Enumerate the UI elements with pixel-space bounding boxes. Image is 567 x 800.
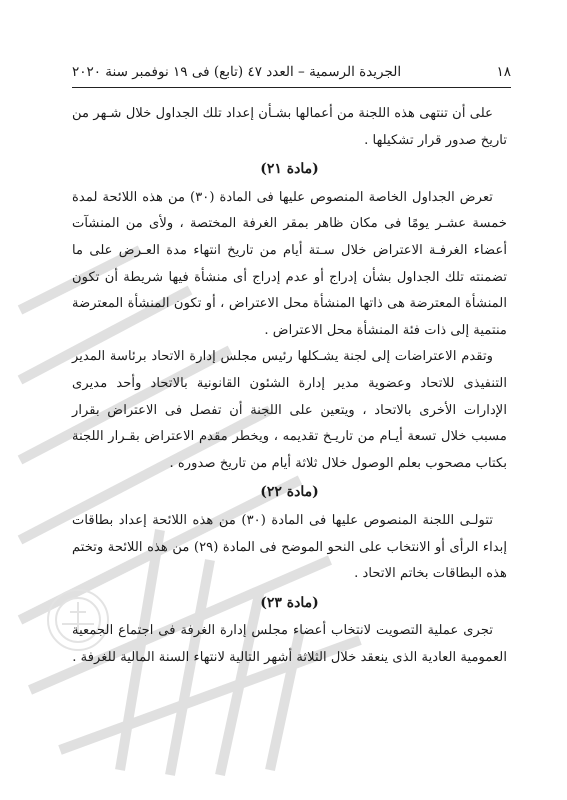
intro-paragraph: على أن تنتهى هذه اللجنة من أعمالها بشـأن إعداد تلك الجداول خلال شـهر من تاريخ صدور قرار تشكيلها . <box>72 106 507 148</box>
article-23-paragraph-1: تجرى عملية التصويت لانتخاب أعضاء مجلس إدارة الغرفة فى اجتماع الجمعية العمومية العادية الذى ينعقد خلال الثلاثة أشهر التالية لانتهاء السنة المالية للغرفة . <box>72 623 507 665</box>
article-21-heading: (مادة ٢١) <box>260 161 319 178</box>
header-divider <box>72 87 511 88</box>
article-23-heading: (مادة ٢٣) <box>260 594 319 611</box>
article-22-heading: (مادة ٢٢) <box>260 484 319 501</box>
article-21-paragraph-1: تعرض الجداول الخاصة المنصوص عليها فى المادة (٣٠) من هذه اللائحة لمدة خمسة عشـر يومًا فى مكان ظاهر بمقر الغرفة المختصة ، ولأى من المنشآت أعضاء الغرفـة الاعتراض خلال سـتة أيام من تاريخ انتهاء مدة العـرض على ما تضمنته تلك الجداول بشأن إدراج أو عدم إدراج أى منشأة فيها شريطة أن تكون المنشأة المعترضة هى ذاتها المنشأة محل الاعتراض ، أو تكون المنشأة المعترضة منتمية إلى ذات فئة المنشأة محل الاعتراض . <box>72 189 507 338</box>
publication-line: الجريدة الرسمية – العدد ٤٧ (تابع) فى ١٩ نوفمبر سنة ٢٠٢٠ <box>72 64 402 80</box>
page-number: ١٨ <box>496 64 511 80</box>
article-21-paragraph-2: وتقدم الاعتراضات إلى لجنة يشـكلها رئيس مجلس إدارة الاتحاد برئاسة المدير التنفيذى للاتحاد وعضوية مدير إدارة الشئون القانونية بالاتحاد وأحد مديرى الإدارات الأخرى بالاتحاد ، ويتعين على اللجنة أن تفصل فى الاعتراض بقرار مسبب خلال تسعة أيـام من تاريـخ تقديمه ، ويخطر مقدم الاعتراض بقـرار اللجنة بكتاب مصحوب بعلم الوصول خلال ثلاثة أيام من تاريخ صدوره . <box>72 349 507 471</box>
page-header <box>72 58 511 86</box>
article-22-paragraph-1: تتولـى اللجنة المنصوص عليها فى المادة (٣٠) من هذه اللائحة إعداد بطاقات إبداء الرأى أو الانتخاب على النحو الموضح فى المادة (٢٩) من هذه اللائحة وتختم هذه البطاقات بخاتم الاتحاد . <box>72 512 507 582</box>
page-body <box>72 101 507 671</box>
